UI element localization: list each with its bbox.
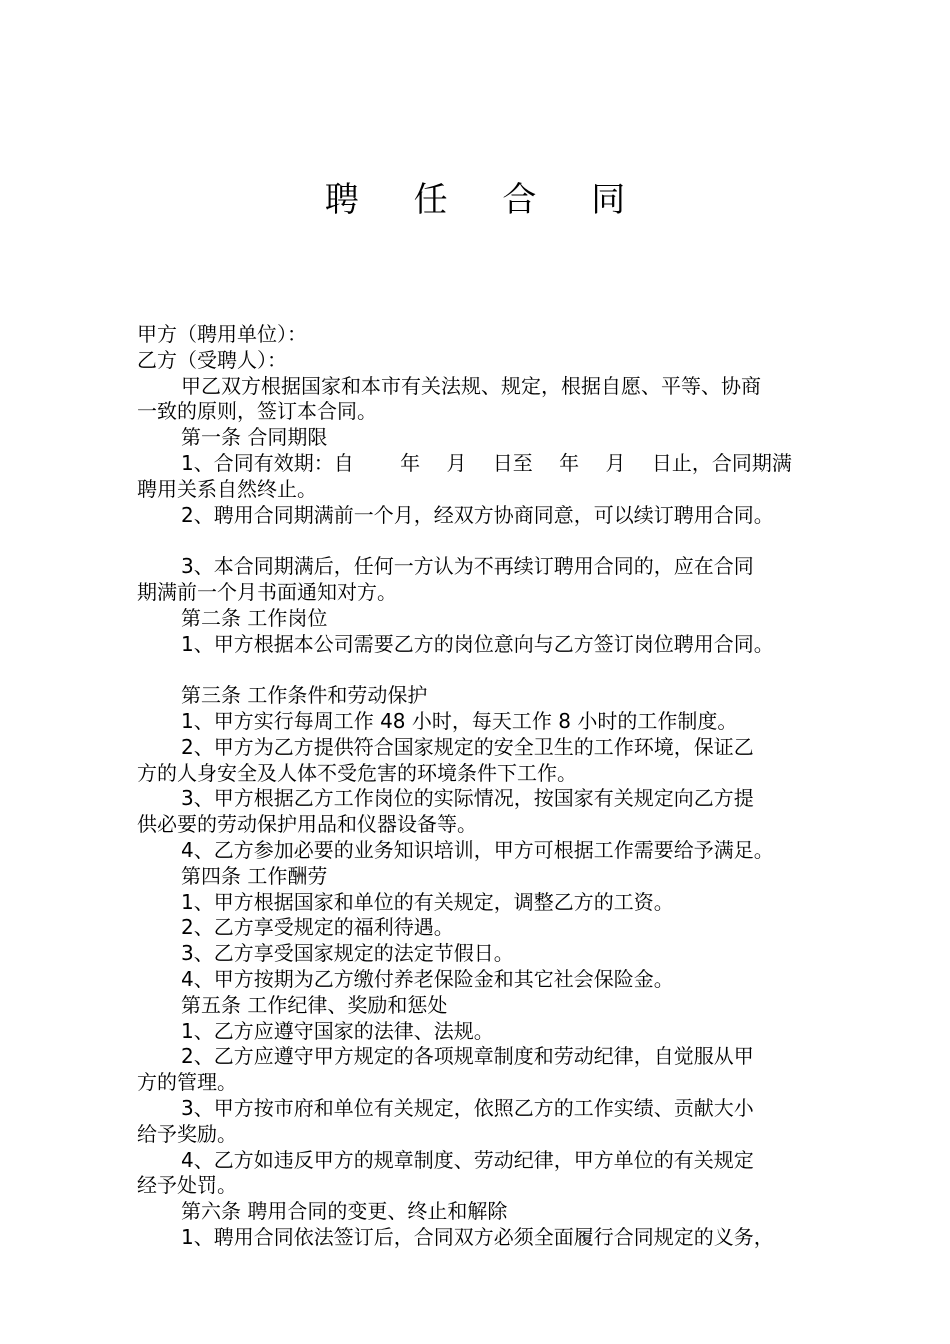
article-3-item-3-cont: 供必要的劳动保护用品和仪器设备等。 bbox=[137, 812, 477, 837]
article-3-item-2: 2、甲方为乙方提供符合国家规定的安全卫生的工作环境，保证乙 bbox=[181, 734, 754, 759]
blank-line bbox=[137, 528, 843, 554]
article-3-heading: 第三条 工作条件和劳动保护 bbox=[181, 683, 428, 708]
article-1-item-3: 3、本合同期满后，任何一方认为不再续订聘用合同的，应在合同 bbox=[181, 554, 754, 579]
article-5-item-2-cont: 方的管理。 bbox=[137, 1070, 237, 1095]
article-3-item-2-cont: 方的人身安全及人体不受危害的环境条件下工作。 bbox=[137, 760, 577, 785]
article-4-item-3: 3、乙方享受国家规定的法定节假日。 bbox=[181, 941, 514, 966]
line-preamble-2: 一致的原则，签订本合同。 bbox=[137, 399, 377, 424]
article-3-item-1: 1、甲方实行每周工作 48 小时，每天工作 8 小时的工作制度。 bbox=[181, 708, 738, 733]
article-4-item-1: 1、甲方根据国家和单位的有关规定，调整乙方的工资。 bbox=[181, 889, 674, 914]
article-2-item-1: 1、甲方根据本公司需要乙方的岗位意向与乙方签订岗位聘用合同。 bbox=[181, 631, 774, 656]
article-6-item-1: 1、聘用合同依法签订后，合同双方必须全面履行合同规定的义务， bbox=[181, 1224, 774, 1249]
article-1-item-2: 2、聘用合同期满前一个月，经双方协商同意，可以续订聘用合同。 bbox=[181, 502, 774, 527]
contract-body bbox=[137, 322, 843, 1251]
article-5-item-4-cont: 经予处罚。 bbox=[137, 1173, 237, 1198]
article-5-item-1: 1、乙方应遵守国家的法律、法规。 bbox=[181, 1018, 494, 1043]
article-1-item-1: 1、合同有效期：自 年 月 日至 年 月 日止，合同期满 bbox=[181, 450, 792, 475]
article-1-item-3-cont: 期满前一个月书面通知对方。 bbox=[137, 579, 397, 604]
article-5-heading: 第五条 工作纪律、奖励和惩处 bbox=[181, 992, 448, 1017]
article-5-item-2: 2、乙方应遵守甲方规定的各项规章制度和劳动纪律，自觉服从甲 bbox=[181, 1044, 754, 1069]
article-5-item-4: 4、乙方如违反甲方的规章制度、劳动纪律，甲方单位的有关规定 bbox=[181, 1147, 754, 1172]
article-1-heading: 第一条 合同期限 bbox=[181, 425, 328, 450]
article-3-item-3: 3、甲方根据乙方工作岗位的实际情况，按国家有关规定向乙方提 bbox=[181, 786, 754, 811]
line-party-b: 乙方（受聘人）： bbox=[137, 347, 287, 372]
article-5-item-3-cont: 给予奖励。 bbox=[137, 1121, 237, 1146]
article-4-heading: 第四条 工作酬劳 bbox=[181, 863, 328, 888]
article-6-heading: 第六条 聘用合同的变更、终止和解除 bbox=[181, 1199, 508, 1224]
article-2-heading: 第二条 工作岗位 bbox=[181, 605, 328, 630]
document-title: 聘 任 合 同 bbox=[324, 180, 648, 220]
article-4-item-2: 2、乙方享受规定的福利待遇。 bbox=[181, 915, 454, 940]
blank-line bbox=[137, 657, 843, 683]
article-1-item-1-cont: 聘用关系自然终止。 bbox=[137, 476, 317, 501]
article-4-item-4: 4、甲方按期为乙方缴付养老保险金和其它社会保险金。 bbox=[181, 966, 674, 991]
article-5-item-3: 3、甲方按市府和单位有关规定，依照乙方的工作实绩、贡献大小 bbox=[181, 1095, 754, 1120]
line-party-a: 甲方（聘用单位）： bbox=[137, 322, 307, 346]
line-preamble-1: 甲乙双方根据国家和本市有关法规、规定，根据自愿、平等、协商 bbox=[181, 373, 761, 398]
article-3-item-4: 4、乙方参加必要的业务知识培训，甲方可根据工作需要给予满足。 bbox=[181, 837, 774, 862]
